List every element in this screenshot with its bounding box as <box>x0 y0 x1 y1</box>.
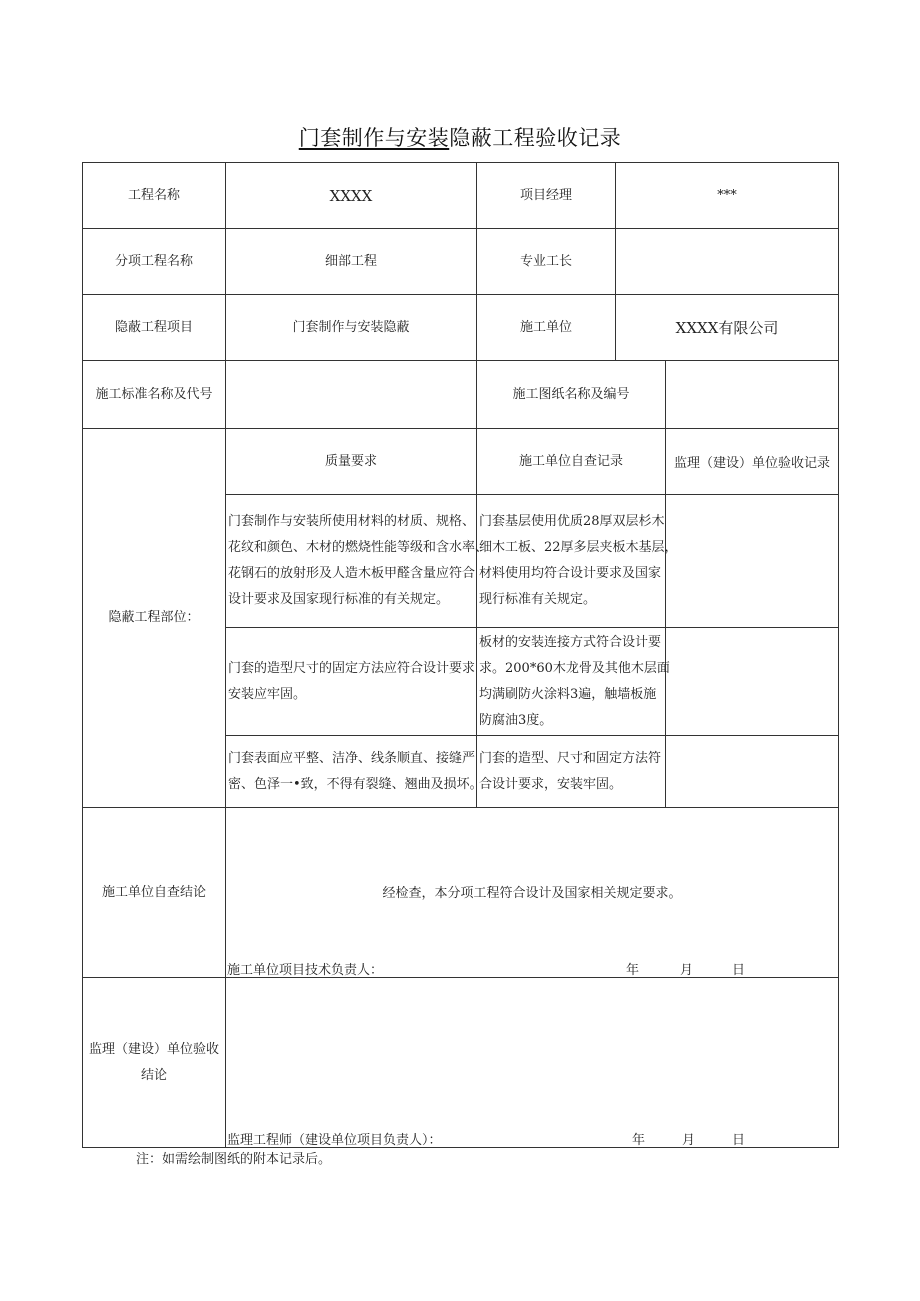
text-line: 防腐油3度。 <box>479 712 553 728</box>
self-conclusion-text: 经检查，本分项工程符合设计及国家相关规定要求。 <box>382 886 682 901</box>
inspection-section-label: 隐蔽工程部位： <box>108 610 200 625</box>
col-self-check-header: 施工单位自查记录 <box>518 453 623 469</box>
self-check-record-2 <box>477 628 670 735</box>
text-line: 花钢石的放射形及人造木板甲醛含量应符合 <box>228 566 476 581</box>
self-check-record-3 <box>477 736 665 807</box>
project-manager-value: *** <box>717 187 737 203</box>
standard-label: 施工标准名称及代号 <box>95 386 213 402</box>
self-conclusion-label: 施工单位自查结论 <box>101 884 206 900</box>
text-line: 板材的安装连接方式符合设计要 <box>479 634 662 650</box>
text-line: 门套基层使用优质28厚双层杉木 <box>479 514 665 529</box>
foreman-label: 专业工长 <box>519 253 572 269</box>
self-conclusion-month: 月 <box>680 963 694 978</box>
text-line: 安装应牢固。 <box>228 686 307 702</box>
text-line: 门套的造型尺寸的固定方法应符合设计要求 <box>228 660 476 676</box>
project-name-value: XXXX <box>329 186 373 205</box>
standard-value <box>226 361 476 428</box>
text-line: 现行标准有关规定。 <box>479 592 597 607</box>
subitem-label: 分项工程名称 <box>114 253 193 269</box>
col-quality-header: 质量要求 <box>324 453 377 469</box>
quality-requirement-3 <box>226 736 483 807</box>
supervisor-conclusion-signer: 监理工程师（建设单位项目负责人）： <box>227 1133 442 1148</box>
drawing-value <box>666 361 838 428</box>
hidden-item-label: 隐蔽工程项目 <box>114 319 193 335</box>
text-line: 细木工板、22厚多层夹板木基层， <box>479 540 678 555</box>
project-name-label: 工程名称 <box>127 187 180 203</box>
supervisor-record-1 <box>666 495 838 627</box>
supervisor-conclusion-label <box>83 978 225 1147</box>
text-line: 门套的造型、尺寸和固定方法符 <box>479 750 662 766</box>
label-line: 监理（建设）单位验收 <box>88 1041 219 1057</box>
text-line: 花纹和颜色、木材的燃烧性能等级和含水率、 <box>228 540 489 555</box>
text-line: 门套表面应平整、洁净、线条顺直、接缝严 <box>228 750 476 766</box>
text-line: 均满刷防火涂料3遍，触墙板施 <box>479 686 657 702</box>
quality-requirement-1 <box>226 495 489 627</box>
supervisor-record-2 <box>666 628 838 735</box>
col-supervisor-header: 监理（建设）单位验收记录 <box>673 455 830 471</box>
supervisor-conclusion-year: 年 <box>632 1133 646 1148</box>
self-check-record-1 <box>477 495 678 627</box>
text-line: 合设计要求，安装牢固。 <box>479 776 623 792</box>
contractor-label: 施工单位 <box>519 319 572 335</box>
foreman-value <box>616 229 838 294</box>
text-line: 材料使用均符合设计要求及国家 <box>479 566 662 581</box>
supervisor-record-3 <box>666 736 838 807</box>
supervisor-conclusion-month: 月 <box>682 1133 696 1148</box>
self-conclusion-signer: 施工单位项目技术负责人： <box>227 963 384 978</box>
title-underlined-part: 门套制作与安装 <box>298 126 450 150</box>
self-conclusion-day: 日 <box>732 963 746 978</box>
project-manager-label: 项目经理 <box>519 187 572 203</box>
contractor-value: XXXX有限公司 <box>675 318 779 337</box>
subitem-value: 细部工程 <box>324 253 377 269</box>
text-line: 门套制作与安装所使用材料的材质、规格、 <box>228 514 476 529</box>
footnote: 注：如需绘制图纸的附本记录后。 <box>136 1152 332 1167</box>
hidden-item-value: 门套制作与安装隐蔽 <box>292 319 410 335</box>
label-line: 结论 <box>140 1067 167 1083</box>
drawing-label: 施工图纸名称及编号 <box>512 386 630 402</box>
text-line: 求。200*60木龙骨及其他木层面 <box>479 660 670 676</box>
self-conclusion-year: 年 <box>626 963 640 978</box>
supervisor-conclusion-day: 日 <box>732 1133 746 1148</box>
title-rest: 隐蔽工程验收记录 <box>449 126 622 150</box>
text-line: 设计要求及国家现行标准的有关规定。 <box>228 592 450 607</box>
text-line: 密、色泽一•致，不得有裂缝、翘曲及损坏。 <box>228 776 483 792</box>
quality-requirement-2 <box>226 628 476 735</box>
